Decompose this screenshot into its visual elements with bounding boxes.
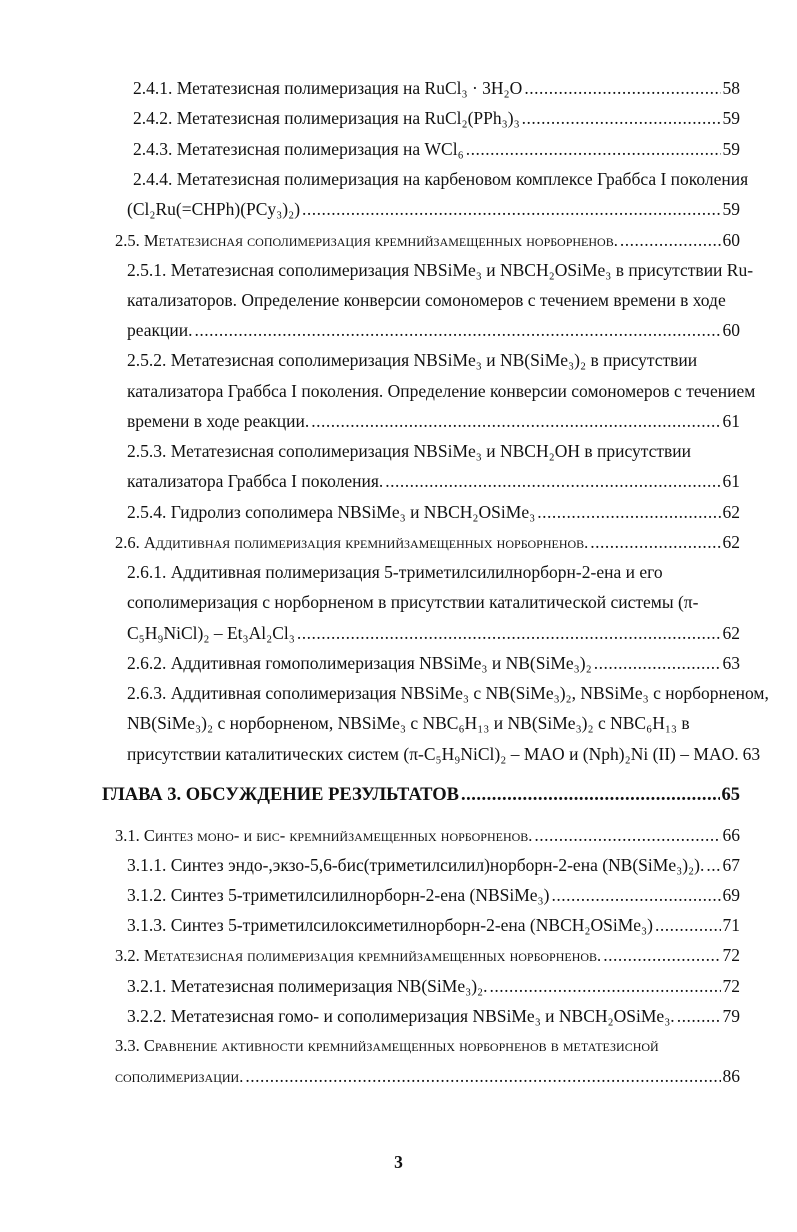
toc-page-number: 60 [722, 320, 740, 340]
toc-title: 3.1.3. Синтез 5-триметилсилоксиметилнорборн-2-ена (NBCH₂OSiMe₃) [127, 915, 653, 935]
toc-entry-2-5-3-line1: 2.5.3. Метатезисная сополимеризация NBSiMe₃ и NBCH₂OH в присутствии [127, 441, 692, 461]
dot-leader [534, 824, 720, 846]
toc-entry-2-6-2 [127, 652, 740, 674]
toc-entry-3-1-3 [127, 914, 740, 936]
dot-leader [590, 531, 720, 553]
toc-title: сополимеризации. [115, 1067, 244, 1086]
toc-chapter-3 [102, 784, 740, 806]
toc-entry-2-5-1 [127, 319, 740, 341]
toc-entry-3-1-1 [127, 854, 740, 876]
toc-page-number: 62 [722, 532, 740, 552]
toc-title: 3.1.1. Синтез эндо-,экзо-5,6-бис(триметилсилил)норборн-2-ена (NB(SiMe₃)₂). [127, 855, 705, 875]
toc-page-number: 61 [722, 471, 740, 491]
toc-entry-2-6 [115, 531, 740, 554]
toc-title: 3.1. Синтез моно- и бис- кремнийзамещенных норборненов. [115, 826, 533, 845]
dot-leader [461, 784, 720, 806]
toc-title: 3.2.2. Метатезисная гомо- и сополимеризация NBSiMe₃ и NBCH₂OSiMe₃. [127, 1006, 675, 1026]
toc-title: 2.4.3. Метатезисная полимеризация на WCl₆ [133, 139, 464, 159]
toc-title: 2.4.2. Метатезисная полимеризация на RuCl₂(PPh₃)₃ [133, 108, 520, 128]
toc-title: 2.5. Метатезисная сополимеризация кремнийзамещенных норборненов. [115, 231, 618, 250]
toc-entry-2-4-1 [133, 77, 740, 99]
toc-page-number: 66 [722, 825, 740, 845]
toc-page-number: 65 [721, 785, 740, 805]
toc-entry-2-5-4 [127, 501, 740, 523]
toc-entry-2-5-1-line1: 2.5.1. Метатезисная сополимеризация NBSiMe₃ и NBCH₂OSiMe₃ в присутствии Ru- [127, 260, 754, 280]
toc-title: реакции. [127, 320, 193, 340]
toc-entry-2-6-3-line2: NB(SiMe₃)₂ с норборненом, NBSiMe₃ с NBC₆H₁₃ и NB(SiMe₃)₂ с NBC₆H₁₃ в [127, 713, 690, 733]
toc-entry-2-6-3-line1: 2.6.3. Аддитивная сополимеризация NBSiMe₃ с NB(SiMe₃)₂, NBSiMe₃ с норборненом, [127, 683, 769, 703]
toc-page-number: 63 [742, 744, 761, 764]
dot-leader [706, 854, 720, 876]
toc-title: ГЛАВА 3. ОБСУЖДЕНИЕ РЕЗУЛЬТАТОВ [102, 785, 459, 805]
toc-entry-2-4-2 [133, 107, 740, 129]
toc-page-number: 59 [722, 199, 740, 219]
toc-entry-2-5-2-line1: 2.5.2. Метатезисная сополимеризация NBSiMe₃ и NB(SiMe₃)₂ в присутствии [127, 350, 698, 370]
toc-title: катализатора Граббса I поколения. [127, 471, 384, 491]
toc-entry-2-5-2-line2: катализатора Граббса I поколения. Определение конверсии сомономеров с течением [127, 381, 756, 401]
toc-page-number: 59 [722, 108, 740, 128]
dot-leader [466, 138, 721, 160]
toc-title: 2.4.1. Метатезисная полимеризация на RuCl₃ · 3H₂O [133, 78, 523, 98]
toc-entry-3-3 [115, 1065, 740, 1088]
toc-page-number: 72 [722, 945, 740, 965]
toc-title: присутствии каталитических систем (π-C₅H₉NiCl)₂ – MAO и (Nph)₂Ni (II) – MAO. [127, 744, 739, 764]
dot-leader [603, 944, 720, 966]
dot-leader [620, 229, 721, 251]
toc-entry-3-1-2 [127, 884, 740, 906]
toc-entry-2-6-1 [127, 622, 740, 644]
dot-leader [551, 884, 720, 906]
toc-page-number: 60 [722, 230, 740, 250]
dot-leader [677, 1005, 721, 1027]
toc-page-number: 72 [722, 976, 740, 996]
toc-title: (Cl₂Ru(=CHPh)(PCy₃)₂) [127, 199, 301, 219]
toc-page-number: 69 [722, 885, 740, 905]
toc-entry-2-5-3 [127, 470, 740, 492]
page-number: 3 [394, 1152, 403, 1172]
dot-leader [311, 410, 720, 432]
toc-page-number: 58 [722, 78, 740, 98]
dot-leader [302, 198, 720, 220]
toc-entry-2-5 [115, 229, 740, 252]
toc-entry-2-5-2 [127, 410, 740, 432]
toc-title: 3.2. Метатезисная полимеризация кремнийзамещенных норборненов. [115, 946, 602, 965]
toc-title: 2.6. Аддитивная полимеризация кремнийзамещенных норборненов. [115, 533, 589, 552]
toc-page-number: 67 [722, 855, 740, 875]
toc-page-number: 59 [722, 139, 740, 159]
toc-page-number: 86 [722, 1066, 740, 1086]
toc-title: 3.2.1. Метатезисная полимеризация NB(SiMe₃)₂. [127, 976, 488, 996]
dot-leader [524, 77, 720, 99]
dot-leader [594, 652, 721, 674]
toc-entry-2-5-1-line2: катализаторов. Определение конверсии сомономеров с течением времени в ходе [127, 290, 726, 310]
toc-entry-2-4-3 [133, 138, 740, 160]
toc-title: 2.6.2. Аддитивная гомополимеризация NBSiMe₃ и NB(SiMe₃)₂ [127, 653, 592, 673]
toc-entry-3-3-line1: 3.3. Сравнение активности кремнийзамещенных норборненов в метатезисной [115, 1036, 659, 1055]
dot-leader [194, 319, 720, 341]
dot-leader [245, 1065, 720, 1087]
toc-title: 2.5.4. Гидролиз сополимера NBSiMe₃ и NBCH₂OSiMe₃ [127, 502, 536, 522]
toc-entry-3-2-2 [127, 1005, 740, 1027]
toc-page-number: 62 [722, 623, 740, 643]
toc-entry-3-1 [115, 824, 740, 847]
toc-entry-2-6-1-line1: 2.6.1. Аддитивная полимеризация 5-триметилсилилнорборн-2-ена и его [127, 562, 663, 582]
toc-entry-3-2 [115, 944, 740, 967]
toc-entry-2-4-4-line1: 2.4.4. Метатезисная полимеризация на карбеновом комплексе Граббса I поколения [133, 169, 749, 189]
toc-entry-2-6-1-line2: сополимеризация с норборненом в присутствии каталитической системы (π- [127, 592, 699, 612]
toc-entry-2-4-4 [127, 198, 740, 220]
toc-page-number: 79 [722, 1006, 740, 1026]
toc-page-number: 63 [722, 653, 740, 673]
toc-title: времени в ходе реакции. [127, 411, 310, 431]
dot-leader [655, 914, 721, 936]
toc-page-number: 71 [722, 915, 740, 935]
dot-leader [385, 470, 720, 492]
dot-leader [522, 107, 721, 129]
dot-leader [297, 622, 721, 644]
dot-leader [490, 975, 721, 997]
dot-leader [537, 501, 720, 523]
toc-entry-2-6-3 [127, 743, 761, 765]
toc-page-number: 61 [722, 411, 740, 431]
toc-title: C₅H₉NiCl)₂ – Et₃Al₂Cl₃ [127, 623, 295, 643]
toc-title: 3.1.2. Синтез 5-триметилсилилнорборн-2-ена (NBSiMe₃) [127, 885, 550, 905]
toc-page-number: 62 [722, 502, 740, 522]
toc-entry-3-2-1 [127, 975, 740, 997]
